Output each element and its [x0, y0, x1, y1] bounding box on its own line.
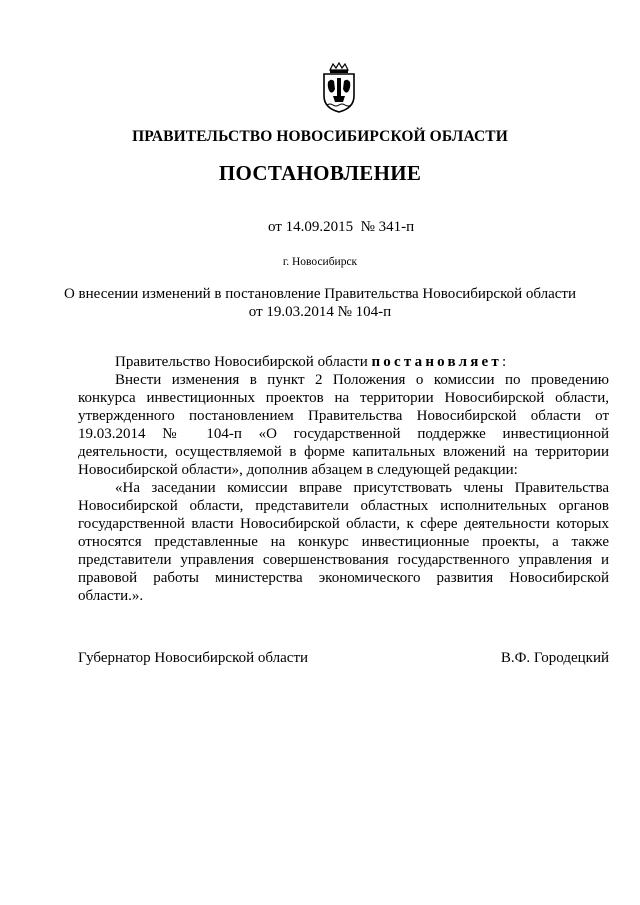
intro-verb: постановляет — [371, 354, 502, 370]
government-name: ПРАВИТЕЛЬСТВО НОВОСИБИРСКОЙ ОБЛАСТИ — [132, 128, 508, 145]
body-paragraph-2: «На заседании комиссии вправе присутствовать члены Правительства Новосибирской области, представители областных исполнительных органов государственной власти Новосибирской области, к сфере деятельности которых относятся представленные на конкурс инвестиционные проекты, а также представители управления совершенствования государственного управления и правовой работы министерства экономического развития Новосибирской области.». — [78, 480, 609, 604]
subject-line-1: О внесении изменений в постановление Правительства Новосибирской области — [63, 286, 577, 302]
document-city: г. Новосибирск — [282, 256, 358, 268]
document-date-number: от 14.09.2015 № 341-п — [268, 219, 415, 235]
body-paragraph-1: Внести изменения в пункт 2 Положения о комиссии по проведению конкурса инвестиционных проектов на территории Новосибирской области, утвержденного постановлением Правительства Новосибирской области от 19.03.2014 № 104-п «О государственной поддержке инвестиционной деятельности, осуществляемой в форме капитальных вложений на территории Новосибирской области», дополнив абзацем в следующей редакции: — [78, 372, 609, 478]
signatory-position: Губернатор Новосибирской области — [78, 650, 309, 666]
intro-suffix: : — [501, 354, 507, 370]
signature-block — [78, 650, 609, 667]
intro-prefix: Правительство Новосибирской области — [115, 354, 372, 370]
coat-of-arms-icon — [318, 62, 360, 114]
subject-line-2: от 19.03.2014 № 104-п — [248, 304, 392, 320]
signatory-name: В.Ф. Городецкий — [500, 650, 609, 666]
intro-paragraph — [78, 353, 609, 371]
document-type: ПОСТАНОВЛЕНИЕ — [218, 161, 422, 185]
document-body — [78, 353, 609, 605]
document-subject — [0, 285, 640, 321]
